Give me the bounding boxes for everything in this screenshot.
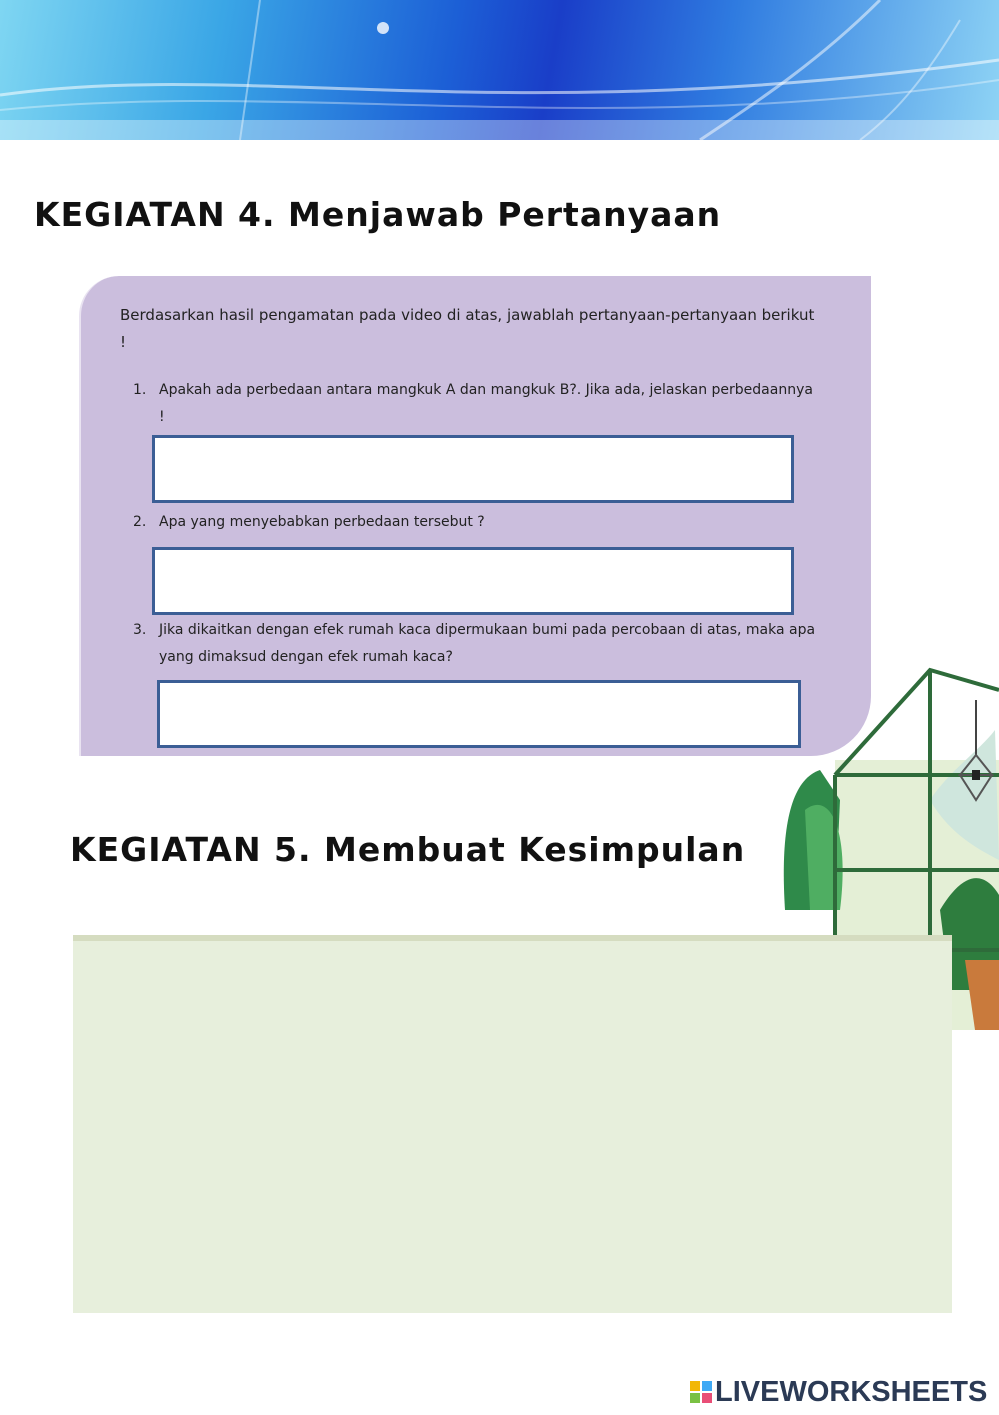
header-banner <box>0 0 999 140</box>
liveworksheets-logo-icon <box>690 1381 712 1403</box>
answer-3-field[interactable] <box>157 680 801 748</box>
question-3 <box>133 617 833 673</box>
answer-2-field[interactable] <box>152 547 794 615</box>
question-number: 2. <box>133 514 147 530</box>
question-1 <box>133 377 833 433</box>
question-text: Jika dikaitkan dengan efek rumah kaca dipermukaan bumi pada percobaan di atas, maka apa yang dimaksud dengan efek rumah kaca? <box>159 622 816 665</box>
liveworksheets-logo <box>690 1374 987 1410</box>
instructions-text: Berdasarkan hasil pengamatan pada video di atas, jawablah pertanyaan-pertanyaan berikut ! <box>120 306 815 351</box>
answer-1-field[interactable] <box>152 435 794 503</box>
activity5-title: KEGIATAN 5. Membuat Kesimpulan <box>70 830 746 869</box>
brand-name: LIVEWORKSHEETS <box>715 1375 988 1408</box>
banner-swoosh-icon <box>0 0 999 140</box>
question-2 <box>133 509 833 539</box>
activity4-title: KEGIATAN 4. Menjawab Pertanyaan <box>34 195 722 234</box>
question-number: 1. <box>133 382 147 398</box>
question-number: 3. <box>133 622 147 638</box>
conclusion-answer-field[interactable] <box>73 935 952 1313</box>
question-text: Apa yang menyebabkan perbedaan tersebut ? <box>159 514 485 530</box>
question-text: Apakah ada perbedaan antara mangkuk A dan mangkuk B?. Jika ada, jelaskan perbedaannya ! <box>159 382 813 425</box>
